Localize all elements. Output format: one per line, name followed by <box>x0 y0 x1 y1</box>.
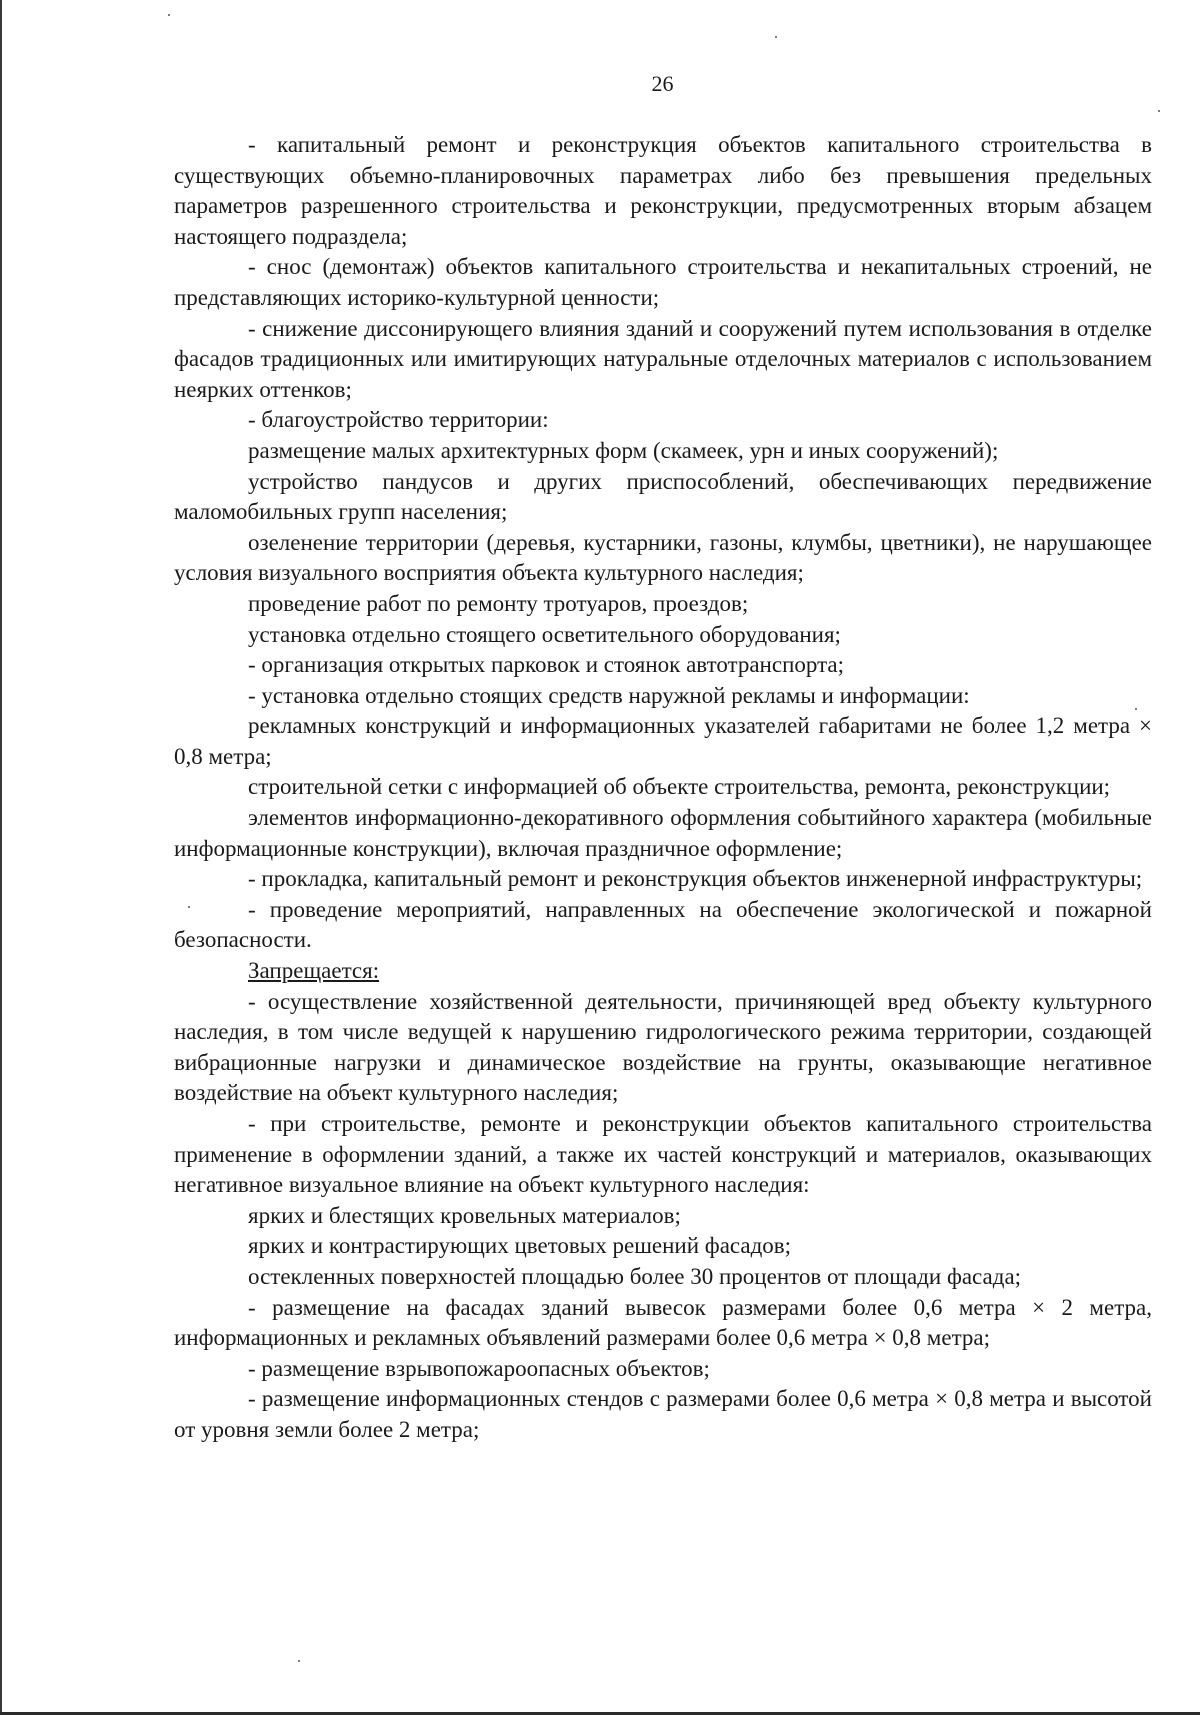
prohibited-paragraph: остекленных поверхностей площадью более 30 процентов от площади фасада; <box>248 1263 1022 1289</box>
prohibited-paragraph: - при строительстве, ремонте и реконструкции объектов капитального строительства применение в оформлении зданий, а также их частей конструкций и материалов, оказывающих негативное визуальное влияние на объект культурного наследия: <box>174 1111 1152 1198</box>
prohibited-heading: Запрещается: <box>248 958 380 984</box>
paragraph: рекламных конструкций и информационных указателей габаритами не более 1,2 метра × 0,8 метра; <box>174 713 1152 769</box>
paragraph: проведение работ по ремонту тротуаров, проездов; <box>248 590 749 616</box>
paragraph: - установка отдельно стоящих средств наружной рекламы и информации: <box>248 682 970 708</box>
paragraph: - благоустройство территории: <box>248 407 549 433</box>
prohibited-paragraph: - осуществление хозяйственной деятельности, причиняющей вред объекту культурного наследия, в том числе ведущей к нарушению гидрологического режима территории, создающей вибрационные нагрузки и динамическое воздействие на грунты, оказывающие негативное воздействие на объект культурного наследия; <box>174 988 1152 1106</box>
prohibited-paragraph: ярких и блестящих кровельных материалов; <box>248 1202 681 1228</box>
paragraph: установка отдельно стоящего осветительного оборудования; <box>248 621 841 647</box>
prohibited-paragraph: - размещение взрывопожароопасных объектов; <box>248 1355 710 1381</box>
scan-speck <box>775 36 777 38</box>
paragraph: - снос (демонтаж) объектов капитального строительства и некапитальных строений, не представляющих историко-культурной ценности; <box>174 254 1152 310</box>
prohibited-heading-line <box>174 956 1152 987</box>
paragraph: - снижение диссонирующего влияния зданий и сооружений путем использования в отделке фасадов традиционных или имитирующих натуральные отделочных материалов с использованием неярких оттенков; <box>174 315 1152 402</box>
paragraph: элементов информационно-декоративного оформления событийного характера (мобильные информационные конструкции), включая праздничное оформление; <box>174 805 1152 861</box>
paragraph: - капитальный ремонт и реконструкция объектов капитального строительства в существующих объемно-планировочных параметрах либо без превышения предельных параметров разрешенного строительства и реконструкции, предусмотренных вторым абзацем настоящего подраздела; <box>174 132 1152 249</box>
prohibited-paragraph: ярких и контрастирующих цветовых решений фасадов; <box>248 1233 792 1259</box>
prohibited-paragraph: - размещение на фасадах зданий вывесок размерами более 0,6 метра × 2 метра, информационных и рекламных объявлений размерами более 0,6 метра × 0,8 метра; <box>174 1294 1152 1351</box>
scan-speck <box>168 14 170 16</box>
prohibited-paragraph: - размещение информационных стендов с размерами более 0,6 метра × 0,8 метра и высотой от уровня земли более 2 метра; <box>174 1386 1152 1442</box>
paragraph: - прокладка, капитальный ремонт и реконструкция объектов инженерной инфраструктуры; <box>248 866 1143 892</box>
paragraph: строительной сетки с информацией об объекте строительства, ремонта, реконструкции; <box>248 774 1111 800</box>
paragraph: размещение малых архитектурных форм (скамеек, урн и иных сооружений); <box>248 437 999 463</box>
paragraph: - организация открытых парковок и стоянок автотранспорта; <box>248 652 845 678</box>
page-number: 26 <box>651 71 674 96</box>
scan-speck <box>298 1660 300 1662</box>
paragraph: озеленение территории (деревья, кустарники, газоны, клумбы, цветники), не нарушающее условия визуального восприятия объекта культурного наследия; <box>174 529 1152 586</box>
scan-speck <box>1158 110 1160 112</box>
paragraph: - проведение мероприятий, направленных на обеспечение экологической и пожарной безопасности. <box>174 896 1152 953</box>
document-body <box>174 130 1152 1446</box>
paragraph: устройство пандусов и других приспособлений, обеспечивающих передвижение маломобильных групп населения; <box>174 468 1152 525</box>
scan-left-edge <box>0 0 2 1715</box>
